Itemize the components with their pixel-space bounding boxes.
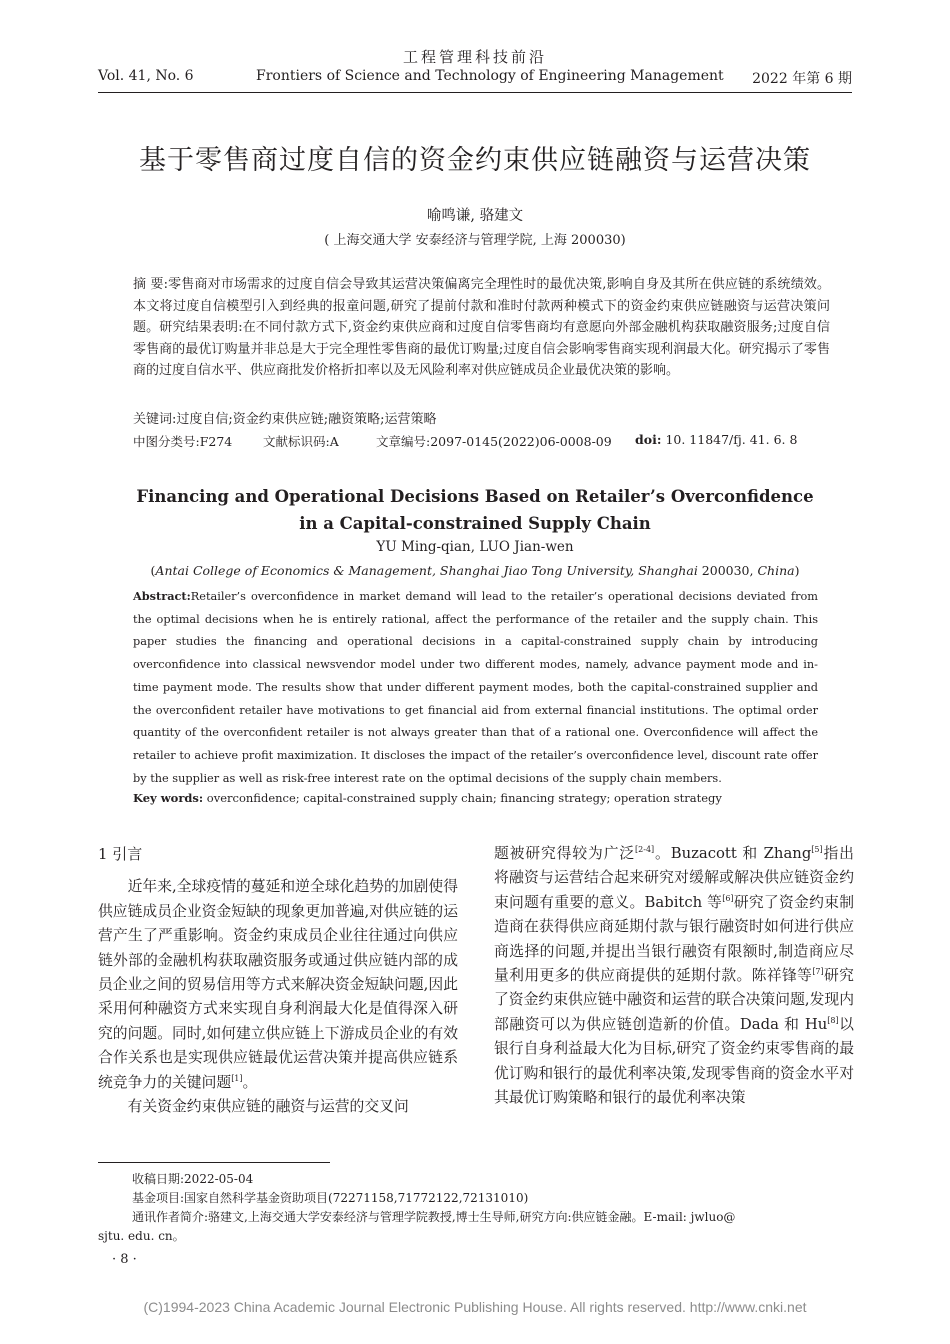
paragraph-2-cont	[494, 842, 854, 1110]
text-segment: 。Buzacott 和 Zhang	[654, 845, 812, 862]
affil-country: China	[757, 563, 795, 578]
citation-2-4[interactable]: [2-4]	[635, 845, 655, 855]
abstract-cn-label: 摘 要:	[133, 277, 168, 292]
body-right-column	[494, 842, 854, 1110]
text-segment: 研究了资金约束制造商在获得供应商延期付款与银行融资时如何进行供应商选择的问题,并提出当银行融资有限额时,制造商应尽量利用更多的供应商提供的延期付款。陈祥锋等	[494, 893, 854, 985]
header-rule	[98, 92, 852, 93]
text-segment: 研究了资金约束供应链中融资和运营的联合决策问题,发现内部融资可以为供应链创造新的价值。Dada 和 Hu	[494, 967, 854, 1033]
doi-label: doi:	[635, 432, 662, 447]
text-segment: 以银行自身利益最大化为目标,研究了资金约束零售商的最优订购和银行的最优利率决策,发现零售商的资金水平对其最优订购策略和银行的最优利率决策	[494, 1015, 854, 1107]
affiliation-en	[0, 563, 950, 578]
paragraph-2: 有关资金约束供应链的融资与运营的交叉问	[127, 1098, 409, 1116]
affil-close: )	[794, 563, 800, 578]
footnotes	[98, 1170, 852, 1246]
clc-number: 中图分类号:F274	[133, 434, 233, 449]
classification-row	[133, 432, 853, 452]
page-title-cn: 基于零售商过度自信的资金约束供应链融资与运营决策	[139, 145, 811, 176]
citation-8[interactable]: [8]	[827, 1015, 839, 1025]
affiliation-cn: ( 上海交通大学 安泰经济与管理学院, 上海 200030)	[324, 233, 626, 248]
authors-cn: 喻鸣谦, 骆建文	[426, 208, 524, 224]
text-segment: 题被研究得较为广泛	[494, 845, 636, 862]
running-header	[98, 68, 852, 88]
received-date: 收稿日期:2022-05-04	[132, 1172, 254, 1186]
doi-link[interactable]: 10. 11847/fj. 41. 6. 8	[665, 432, 798, 447]
citation-5[interactable]: [5]	[811, 845, 823, 855]
keywords-en-text: overconfidence; capital-constrained supply chain; financing strategy; operation strategy	[206, 791, 722, 805]
abstract-en	[133, 585, 818, 790]
citation-6[interactable]: [6]	[722, 893, 734, 903]
volume-info: Vol. 41, No. 6	[98, 68, 194, 84]
affil-open: (	[150, 563, 156, 578]
footnote-rule	[98, 1162, 330, 1163]
title-en-line-2: in a Capital-constrained Supply Chain	[299, 514, 651, 533]
citation-7[interactable]: [7]	[812, 967, 824, 977]
paragraph-1-text: 近年来,全球疫情的蔓延和逆全球化趋势的加剧使得供应链成员企业资金短缺的现象更加普遍,对供应链的运营产生了严重影响。资金约束成员企业往往通过向供应链外部的金融机构获取融资服务或通过供应链内部的成员企业之间的贸易信用等方式来解决资金短缺问题,因此采用何种融资方式来实现自身利润最大化是值得深入研究的问题。同时,如何建立供应链上下游成员企业的有效合作关系也是实现供应链最优运营决策并提高供应链系统竞争力的关键问题	[98, 878, 458, 1091]
author-email-cont[interactable]: sjtu. edu. cn。	[98, 1229, 185, 1243]
document-code: 文献标识码:A	[263, 434, 339, 449]
article-number: 文章编号:2097-0145(2022)06-0008-09	[376, 434, 612, 449]
title-en-line-1: Financing and Operational Decisions Based on Retailer’s Overconfidence	[136, 487, 814, 506]
journal-name-cn: 工程管理科技前沿	[402, 48, 547, 66]
section-heading: 1 引言	[98, 845, 143, 863]
author-intro: 通讯作者简介:骆建文,上海交通大学安泰经济与管理学院教授,博士生导师,研究方向:供应链金融。E-mail: jwluo@	[132, 1210, 736, 1224]
text-segment: 指出将融资与运营结合起来研究对缓解或解决供应链资金约束问题有重要的意义。Babitch 等	[494, 845, 854, 911]
affil-institution: Antai College of Economics & Management, Shanghai Jiao Tong University, Shanghai	[155, 563, 698, 578]
doi	[635, 432, 797, 447]
affil-postcode: 200030,	[697, 563, 758, 578]
journal-name-en: Frontiers of Science and Technology of Engineering Management	[256, 68, 724, 84]
keywords-en	[133, 791, 722, 805]
keywords-cn-text: 过度自信;资金约束供应链;融资策略;运营策略	[176, 412, 437, 427]
abstract-cn-text: 零售商对市场需求的过度自信会导致其运营决策偏离完全理性时的最优决策,影响自身及其所在供应链的系统绩效。本文将过度自信模型引入到经典的报童问题,研究了提前付款和准时付款两种模式下的资金约束供应链融资与运营决策问题。研究结果表明:在不同付款方式下,资金约束供应商和过度自信零售商均有意愿向外部金融机构获取融资服务;过度自信零售商的最优订购量并非总是大于完全理性零售商的最优订购量;过度自信会影响零售商实现利润最大化。研究揭示了零售商的过度自信水平、供应商批发价格折扣率以及无风险利率对供应链成员企业最优决策的影响。	[133, 277, 830, 379]
page-number: · 8 ·	[112, 1252, 137, 1267]
page-title-en	[0, 483, 950, 537]
body-left-column	[98, 842, 458, 1119]
citation-1[interactable]: [1]	[231, 1073, 243, 1083]
funding-info: 基金项目:国家自然科学基金资助项目(72271158,71772122,72131010)	[132, 1191, 529, 1205]
paragraph-1	[98, 875, 458, 1095]
abstract-en-text: Retailer’s overconfidence in market demand will lead to the retailer’s operational decisions deviated from the optimal decisions when he is entirely rational, affect the performance of the retailer and the supply chain. This paper studies the financing and operational decisions in a capital-constrained supply chain by introducing overconfidence into classical newsvendor model under two different modes, namely, advance payment mode and in-time payment mode. The results show that under different payment modes, both the capital-constrained supplier and the overconfident retailer have motivations to get financial aid from external financial institutions. The optimal order quantity of the overconfident retailer is not always greater than that of a rational one. Overconfidence will affect the retailer to achieve profit maximization. It discloses the impact of the retailer’s overconfidence level, discount rate offer by the supplier as well as risk-free interest rate on the optimal decisions of the supply chain members.	[133, 590, 818, 785]
abstract-cn	[133, 274, 830, 382]
copyright-line: (C)1994-2023 China Academic Journal Electronic Publishing House. All rights reserved. http://www.cnki.net	[143, 1299, 807, 1315]
keywords-en-label: Key words:	[133, 791, 204, 805]
abstract-en-label: Abstract:	[133, 589, 191, 603]
paragraph-1-end: 。	[242, 1073, 258, 1091]
issue-date: 2022 年第 6 期	[752, 71, 852, 87]
keywords-cn-label: 关键词:	[133, 412, 177, 427]
keywords-cn	[133, 410, 437, 430]
authors-en: YU Ming-qian, LUO Jian-wen	[376, 539, 574, 555]
